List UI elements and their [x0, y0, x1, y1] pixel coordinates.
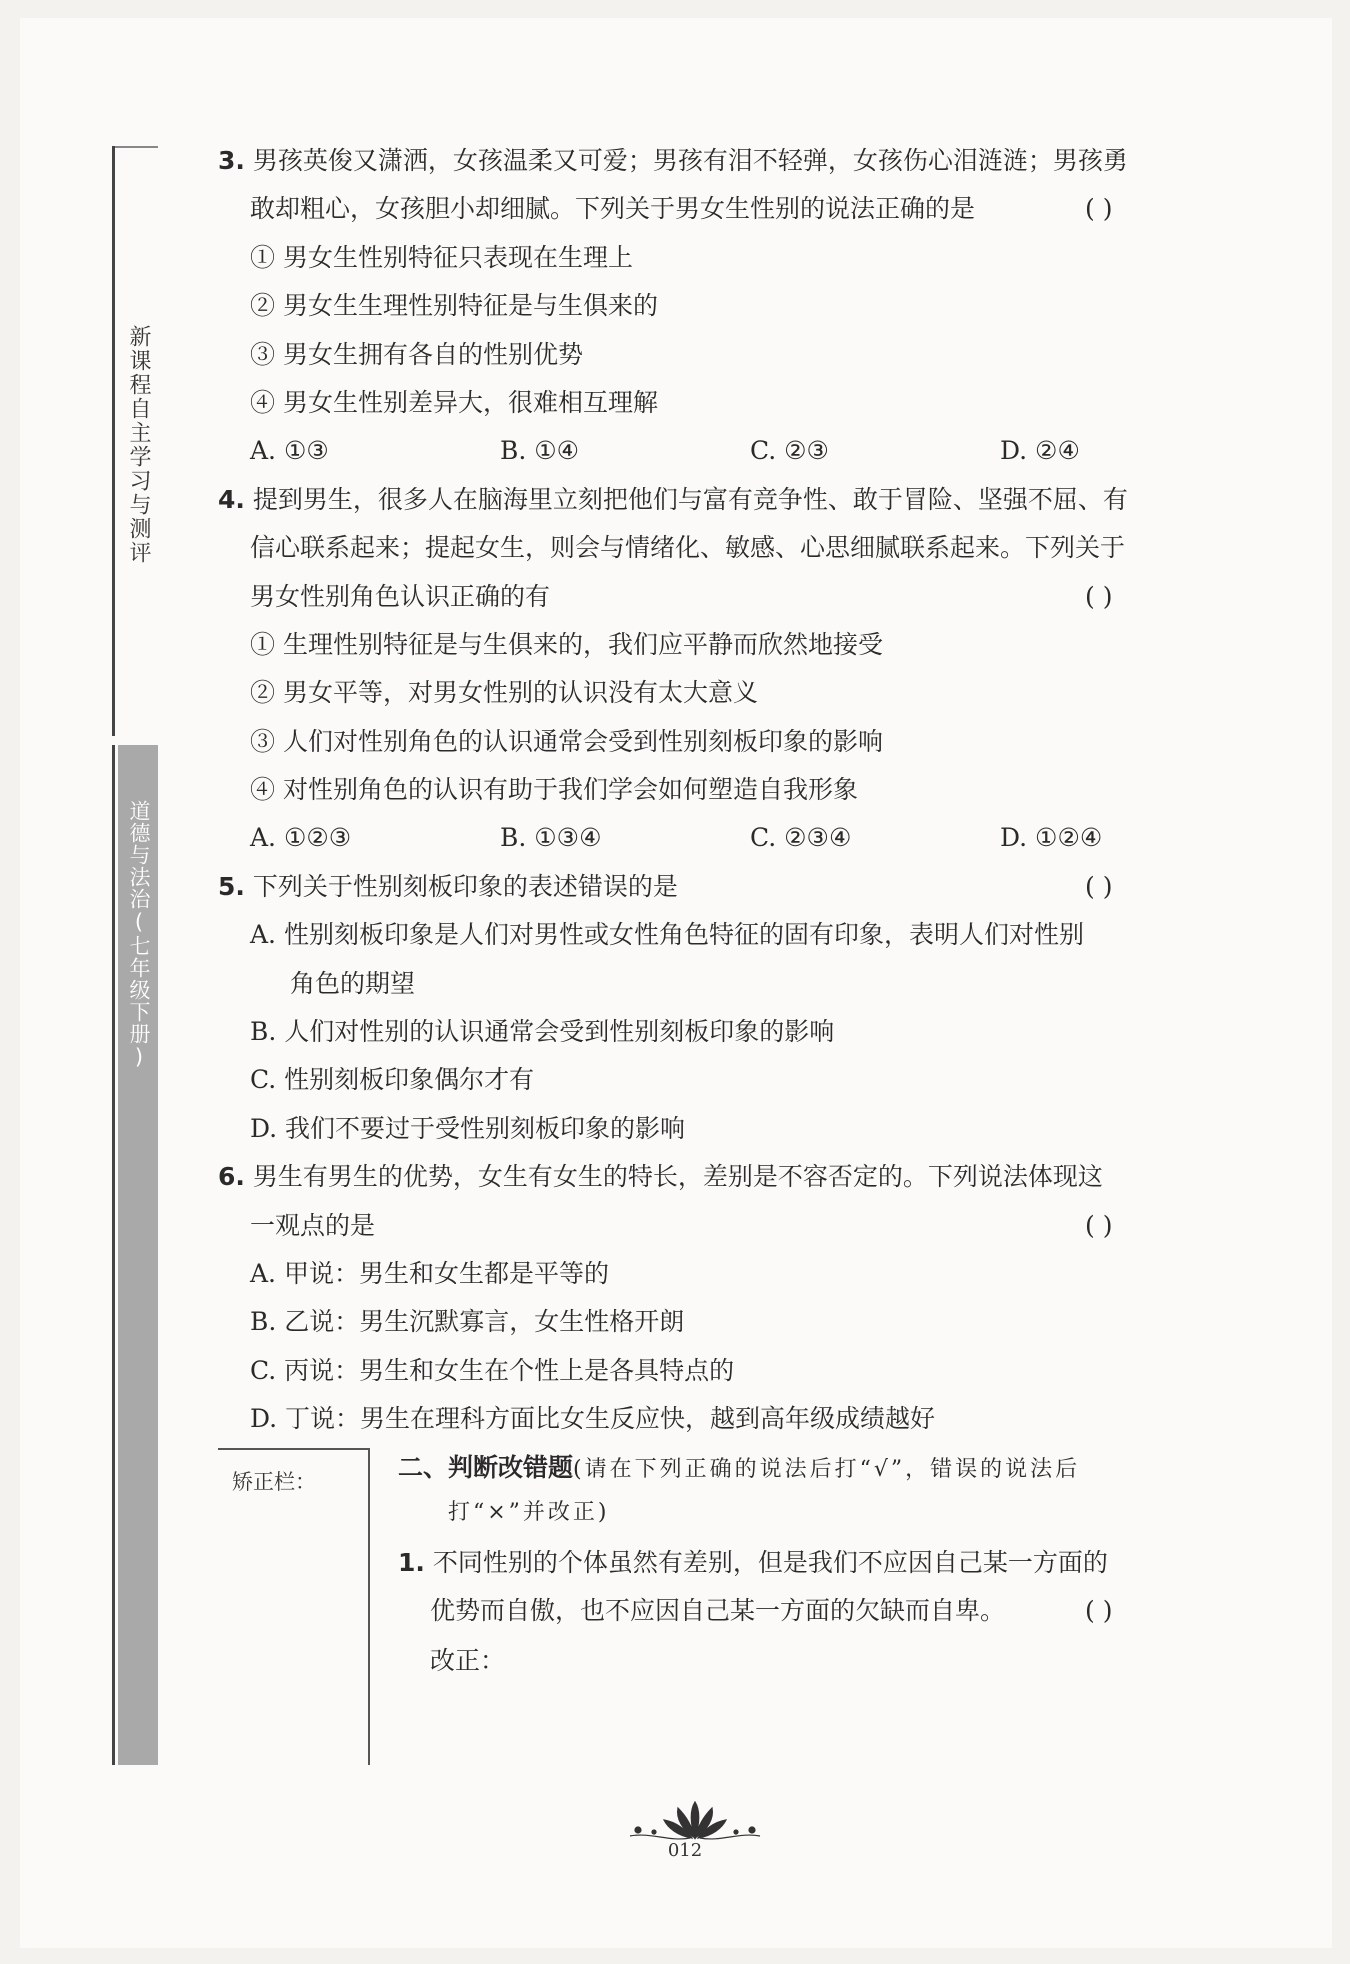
section-note: (请在下列正确的说法后打“√”，错误的说法后	[573, 1457, 1081, 1482]
question-number: 6.	[218, 1162, 245, 1191]
question-4-line-2: 信心联系起来；提起女生，则会与情绪化、敏感、心思细腻联系起来。下列关于	[250, 533, 1126, 562]
choice-c: C. ②③④	[750, 823, 852, 852]
question-number: 4.	[218, 485, 245, 514]
option-a-cont: 角色的期望	[290, 969, 416, 998]
choice-d: D. ①②④	[1000, 823, 1103, 852]
option-c: C. 性别刻板印象偶尔才有	[250, 1065, 535, 1094]
option-b: B. 乙说：男生沉默寡言，女生性格开朗	[250, 1307, 685, 1336]
question-3-line-2: 敢却粗心，女孩胆小却细腻。下列关于男女生性别的说法正确的是	[250, 194, 976, 223]
statement-item: ④ 男女生性别差异大，很难相互理解	[250, 388, 658, 417]
statement-item: ③ 男女生拥有各自的性别优势	[250, 340, 583, 369]
question-3-line-1	[218, 144, 1128, 178]
choice-a: A. ①②③	[250, 823, 352, 852]
statement-item: ② 男女平等，对男女性别的认识没有太大意义	[250, 678, 758, 707]
sidebar-rule-upper	[112, 146, 115, 736]
question-text: 男生有男生的优势，女生有女生的特长，差别是不容否定的。下列说法体现这	[252, 1162, 1103, 1191]
option-b: B. 人们对性别的认识通常会受到性别刻板印象的影响	[250, 1017, 835, 1046]
page-sheet	[20, 18, 1332, 1948]
option-d: D. 丁说：男生在理科方面比女生反应快，越到高年级成绩越好	[250, 1404, 936, 1433]
answer-paren: ( )	[1085, 872, 1113, 901]
question-6-line-1	[218, 1160, 1103, 1194]
section-title: 二、判断改错题	[398, 1453, 574, 1482]
sidebar-subject-label: 道德与法治(七年级下册)	[127, 800, 151, 1070]
question-number: 3.	[218, 146, 245, 175]
sidebar-top-rule	[112, 146, 158, 148]
section-2-heading	[398, 1448, 1080, 1484]
statement-item: ① 生理性别特征是与生俱来的，我们应平静而欣然地接受	[250, 630, 883, 659]
answer-paren: ( )	[1085, 194, 1113, 223]
answer-paren: ( )	[1085, 1211, 1113, 1240]
question-text: 不同性别的个体虽然有差别，但是我们不应因自己某一方面的	[432, 1548, 1108, 1577]
question-5-line-1	[218, 870, 678, 904]
question-6-line-2: 一观点的是	[250, 1211, 376, 1240]
judge-q1-line-2: 优势而自傲，也不应因自己某一方面的欠缺而自卑。	[430, 1596, 1006, 1625]
question-text: 下列关于性别刻板印象的表述错误的是	[252, 872, 678, 901]
choice-d: D. ②④	[1000, 436, 1080, 465]
question-4-line-1	[218, 483, 1128, 517]
question-text: 男孩英俊又潇洒，女孩温柔又可爱；男孩有泪不轻弹，女孩伤心泪涟涟；男孩勇	[252, 146, 1128, 175]
sidebar-rule-lower	[112, 745, 115, 1765]
question-4-line-3: 男女性别角色认识正确的有	[250, 582, 551, 611]
option-a: A. 甲说：男生和女生都是平等的	[250, 1259, 609, 1288]
answer-paren: ( )	[1085, 1596, 1113, 1625]
question-number: 1.	[398, 1548, 425, 1577]
question-number: 5.	[218, 872, 245, 901]
correction-prompt: 改正：	[430, 1646, 506, 1675]
choice-b: B. ①④	[500, 436, 580, 465]
statement-item: ① 男女生性别特征只表现在生理上	[250, 243, 633, 272]
page-number: 012	[667, 1840, 703, 1861]
statement-item: ④ 对性别角色的认识有助于我们学会如何塑造自我形象	[250, 775, 858, 804]
sidebar-book-title: 新课程自主学习与测评	[126, 325, 151, 565]
statement-item: ② 男女生生理性别特征是与生俱来的	[250, 291, 658, 320]
correction-label: 矫正栏：	[232, 1470, 316, 1494]
choice-a: A. ①③	[250, 436, 329, 465]
choice-b: B. ①③④	[500, 823, 602, 852]
choice-c: C. ②③	[750, 436, 829, 465]
section-note-cont: 打“×”并改正)	[448, 1500, 610, 1525]
answer-paren: ( )	[1085, 582, 1113, 611]
question-text: 提到男生，很多人在脑海里立刻把他们与富有竞争性、敢于冒险、坚强不屈、有	[252, 485, 1128, 514]
option-c: C. 丙说：男生和女生在个性上是各具特点的	[250, 1356, 735, 1385]
option-d: D. 我们不要过于受性别刻板印象的影响	[250, 1114, 686, 1143]
judge-q1-line-1	[398, 1546, 1108, 1580]
option-a: A. 性别刻板印象是人们对男性或女性角色特征的固有印象，表明人们对性别	[250, 920, 1084, 949]
statement-item: ③ 人们对性别角色的认识通常会受到性别刻板印象的影响	[250, 727, 883, 756]
